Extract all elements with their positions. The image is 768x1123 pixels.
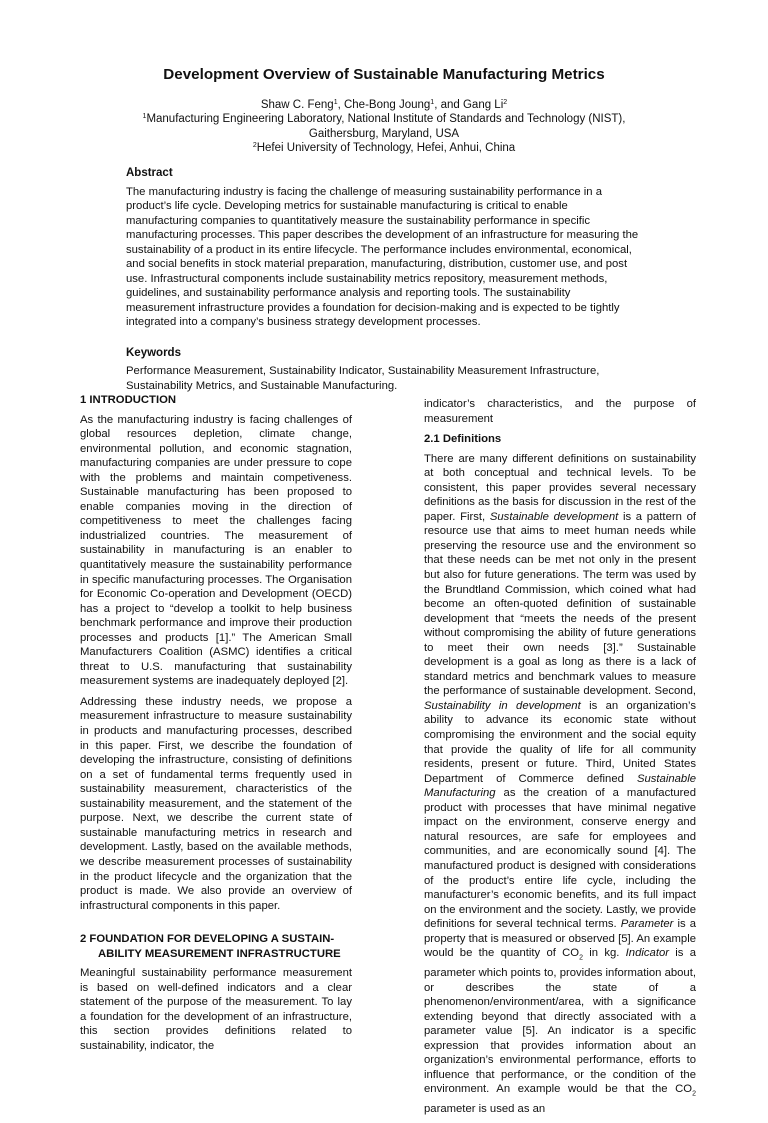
subscript: 2 bbox=[692, 1090, 696, 1098]
text-run: indicator’s characteristics, and the purpose of measurement bbox=[424, 398, 696, 425]
section-heading-introduction: 1 INTRODUCTION bbox=[80, 394, 177, 406]
affiliation-mark: 2 bbox=[503, 99, 508, 106]
affiliation-1 bbox=[0, 112, 768, 126]
affiliation-mark: 1 bbox=[333, 99, 338, 106]
italic-term: Sustainable development bbox=[489, 510, 619, 523]
abstract-heading: Abstract bbox=[126, 167, 173, 179]
text-run: is an organization’s ability to advance its economic state without compromising the environment and the social equity that provide the quality of life for all community residents, present or future. Third, United States Department of Commerce defined bbox=[424, 699, 696, 785]
keywords-text: Performance Measurement, Sustainability Indicator, Sustainability Measurement Infrastructure, Sustainability Metrics, and Sustainable Manufacturing. bbox=[126, 365, 600, 392]
italic-term: Parameter bbox=[620, 918, 674, 931]
text-run: parameter is used as an bbox=[424, 1103, 546, 1116]
affiliation-1-location: Gaithersburg, Maryland, USA bbox=[308, 127, 460, 140]
affiliation-mark: 1 bbox=[142, 113, 147, 121]
italic-term: Sustainable Manufacturing bbox=[424, 772, 696, 800]
paragraph bbox=[424, 397, 696, 426]
section-heading-foundation: 2 FOUNDATION FOR DEVELOPING A SUSTAIN-ABILITY MEASUREMENT INFRASTRUCTURE bbox=[80, 933, 341, 960]
author-list bbox=[0, 98, 768, 112]
text-run: Meaningful sustainability performance measurement is based on well-defined indicators and a clear statement of the purpose of the measurement. To lay a foundation for the development of an infrastructure, this section provides definitions related to sustainability, indicator, the bbox=[80, 967, 352, 1052]
abstract-section bbox=[126, 166, 642, 409]
paragraph bbox=[80, 966, 352, 1053]
text-run: There are many different definitions on sustainability at both conceptual and technical levels. To be consistent, this paper provides several necessary definitions as the basis for discussion in the rest of the paper. First, bbox=[424, 452, 696, 523]
text-run: As the manufacturing industry is facing challenges of global resources depletion, climate change, environmental pollution, and economic stagnation, manufacturing companies are under pressure to cope with the problems and maintain competiveness. Sustainable manufacturing has been proposed to enable companies moving in the direction of competitiveness to meet the challenges facing industrialized countries. The measurement of sustainability in manufacturing is an enabler to quantitatively measure the sustainability performance in specific manufacturing processes. The Organisation for Economic Co-operation and Development (OECD) has a project to “develop a toolkit to help business benchmark performance and improve their production processes and products [1].” The American Small Manufacturers Coalition (ASMC) identifies a critical threat to U.S. manufacturing that sustainability measurement systems are inadequately deployed [2]. bbox=[80, 413, 352, 688]
text-run: is a property that is measured or observed [5]. An example would be the quantity of CO bbox=[424, 918, 696, 960]
text-run: is a pattern of resource use that aims to meet human needs while preserving the resource use and the environment so that these needs can be met not only in the present but also for future generations. The term was used by the Brundtland Commission, which coined what had become an often-quoted definition of sustainable development that “meets the needs of the present without compromising the ability of future generations to meet their own needs [3].” Sustainable development is a goal as long as there is a lack of standard metrics and benchmark values to measure the performance of sustainable development. Second, bbox=[424, 510, 696, 698]
italic-term: Sustainability in development bbox=[424, 699, 581, 712]
text-run: as the creation of a manufactured product with processes that have minimal negative impact on the environment, conserve energy and natural resources, are safe for employees and communities, and are economically sound [4]. The manufactured product is designed with considerations of the product’s entire life cycle, including the manufacturer’s economic benefits, and its full impact on the environment and the society. Lastly, we provide definitions for several technical terms. bbox=[424, 787, 696, 931]
author-name: Shaw C. Feng bbox=[260, 99, 334, 111]
text-run: Addressing these industry needs, we propose a measurement infrastructure to measure sustainability in products and manufacturing processes, described in this paper. First, we describe the foundation of developing the infrastructure, consisting of definitions on a set of fundamental terms frequently used in sustainability measurement, characteristics of the sustainability measurement, and the statement of the purpose. Next, we describe the current state of sustainable manufacturing metrics in research and development. Lastly, based on the available methods, we describe measurement processes of sustainability in the product lifecycle and the organization that the product is made. We also provide an overview of infrastructural components in this paper. bbox=[80, 695, 352, 912]
affiliation-mark: 1 bbox=[430, 99, 435, 106]
subscript: 2 bbox=[579, 954, 583, 962]
paragraph bbox=[80, 413, 352, 689]
italic-term: Indicator bbox=[625, 947, 670, 960]
paragraph bbox=[424, 452, 696, 1117]
affiliation-2 bbox=[0, 141, 768, 155]
affiliation-text: Manufacturing Engineering Laboratory, National Institute of Standards and Technology (NIST), bbox=[146, 113, 626, 126]
subsection-heading-definitions: 2.1 Definitions bbox=[424, 433, 502, 446]
paragraph bbox=[80, 695, 352, 913]
author-name: , and Gang Li bbox=[434, 99, 504, 111]
text-run: is a parameter which points to, provides information about, or describes the state of a phenomenon/environment/area, with a significance extending beyond that directly associated with a parameter value [5]. An indicator is a specific expression that provides information about an organization’s environmental performance, efforts to influence that performance, or the condition of the environment. An example would be that the CO bbox=[424, 947, 696, 1096]
right-column bbox=[424, 397, 696, 1123]
author-block bbox=[0, 98, 768, 155]
author-name: , Che-Bong Joung bbox=[337, 99, 431, 111]
affiliation-mark: 2 bbox=[252, 141, 257, 149]
left-column bbox=[80, 393, 352, 1060]
keywords-heading: Keywords bbox=[126, 346, 181, 359]
affiliation-text: Hefei University of Technology, Hefei, Anhui, China bbox=[256, 141, 516, 154]
text-run: in kg. bbox=[582, 947, 626, 960]
abstract-text: The manufacturing industry is facing the challenge of measuring sustainability performance in a product’s life cycle. Developing metrics for sustainable manufacturing is critical to enable manufacturing companies to quantitatively measure the sustainability performance in specific manufacturing processes. This paper describes the development of an infrastructure for measuring the sustainability of a product in its entire lifecycle. The performance includes environmental, economical, and social benefits in stock material preparation, manufacturing, distribution, customer use, and post use. Infrastructural components include sustainability metrics repository, measurement methods, guidelines, and sustainability performance analysis and reporting tools. The sustainability measurement infrastructure provides a foundation for decision-making and is expected to be tightly integrated into a company’s business strategy development processes. bbox=[126, 185, 639, 328]
paper-title: Development Overview of Sustainable Manufacturing Metrics bbox=[163, 66, 605, 83]
